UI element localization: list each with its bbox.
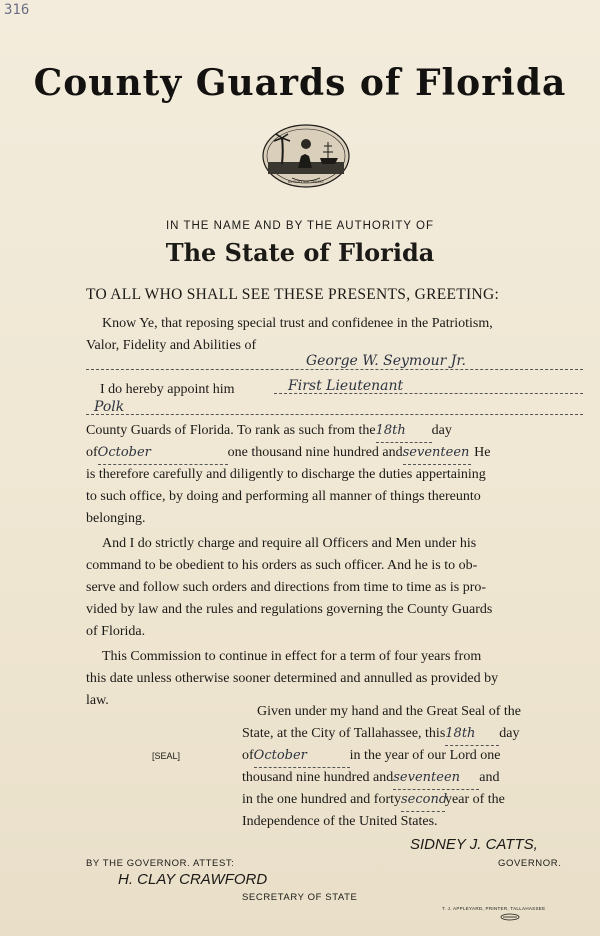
- appointee-line: [86, 353, 583, 370]
- given-day: 18th: [445, 726, 476, 741]
- rank-clause-line4: to such office, by doing and performing all manner of things thereunto: [86, 489, 481, 504]
- given-city-text: State, at the City of Tallahassee, this: [242, 726, 446, 741]
- county-value: Polk: [94, 399, 125, 415]
- authority-line: IN THE NAME AND BY THE AUTHORITY OF: [165, 220, 435, 232]
- given-line4: [242, 767, 499, 790]
- governor-title: GOVERNOR.: [498, 858, 562, 869]
- given-line5: [242, 789, 505, 812]
- term-line2: this date unless otherwise sooner determined and annulled as provided by: [86, 671, 499, 686]
- given-lord-text: in the year of our Lord one: [349, 748, 501, 763]
- given-forty-text: in the one hundred and forty: [242, 792, 402, 807]
- rank-clause-text: County Guards of Florida. To rank as such from the: [86, 423, 376, 438]
- state-seal-icon: [262, 124, 350, 188]
- appointee-name: George W. Seymour Jr.: [306, 353, 466, 369]
- rank-he: He: [474, 445, 491, 460]
- rank-value: First Lieutenant: [288, 378, 404, 394]
- secretary-name: H. CLAY CRAWFORD: [118, 871, 268, 888]
- rank-of-label: of: [86, 445, 98, 460]
- state-line: The State of Florida: [165, 238, 435, 267]
- document-title: County Guards of Florida: [33, 62, 567, 104]
- rank-day-label: day: [431, 423, 452, 438]
- know-ye-line1: Know Ye, that reposing special trust and confidenee in the Patriotism,: [102, 316, 493, 331]
- given-of-label: of: [242, 748, 254, 763]
- term-line3: law.: [86, 693, 109, 708]
- given-and: and: [479, 770, 500, 785]
- given-line6: Independence of the United States.: [242, 814, 438, 829]
- charge-line2: command to be obedient to his orders as such officer. And he is to ob-: [86, 558, 478, 573]
- appoint-prefix: I do hereby appoint him: [100, 382, 235, 397]
- given-line2: [242, 723, 520, 746]
- governor-name: SIDNEY J. CATTS,: [410, 836, 538, 853]
- printer-imprint: T. J. APPLEYARD, PRINTER, TALLAHASSEE: [442, 906, 546, 911]
- rank-year-prefix: one thousand nine hundred and: [227, 445, 403, 460]
- charge-line5: of Florida.: [86, 624, 146, 639]
- know-ye-line2: Valor, Fidelity and Abilities of: [86, 338, 257, 353]
- attest-label: BY THE GOVERNOR. ATTEST:: [86, 858, 235, 869]
- given-year-of: year of the: [445, 792, 505, 807]
- county-line: [86, 400, 583, 415]
- charge-line1: And I do strictly charge and require all Officers and Men under his: [102, 536, 477, 551]
- rank-day: 18th: [375, 423, 406, 438]
- secretary-title: SECRETARY OF STATE: [242, 892, 358, 903]
- term-line1: This Commission to continue in effect for a term of four years from: [102, 649, 482, 664]
- printer-mark-icon: [500, 913, 520, 921]
- rank-clause-line3: is therefore carefully and diligently to discharge the duties appertaining: [86, 467, 486, 482]
- given-year: seventeen: [393, 770, 461, 785]
- greeting: TO ALL WHO SHALL SEE THESE PRESENTS, GREETING:: [86, 286, 500, 303]
- rank-line: [274, 379, 583, 394]
- rank-clause-line2: [86, 442, 490, 465]
- given-line1: Given under my hand and the Great Seal of the: [257, 704, 521, 719]
- seal-motto: IN GOD WE TRUST: [287, 179, 325, 184]
- given-line3: [242, 745, 501, 768]
- rank-month: October: [97, 445, 151, 460]
- given-year-prefix: thousand nine hundred and: [242, 770, 394, 785]
- rank-clause-line5: belonging.: [86, 511, 146, 526]
- given-day-label: day: [499, 726, 520, 741]
- rank-year: seventeen: [402, 445, 470, 460]
- page-number: 316: [4, 2, 30, 18]
- given-independence-year: second: [401, 792, 448, 807]
- charge-line3: serve and follow such orders and directions from time to time as is pro-: [86, 580, 487, 595]
- seal-label: [SEAL]: [152, 751, 181, 761]
- given-month: October: [253, 748, 307, 763]
- charge-line4: vided by law and the rules and regulations governing the County Guards: [86, 602, 493, 617]
- rank-clause-line1: [86, 420, 452, 443]
